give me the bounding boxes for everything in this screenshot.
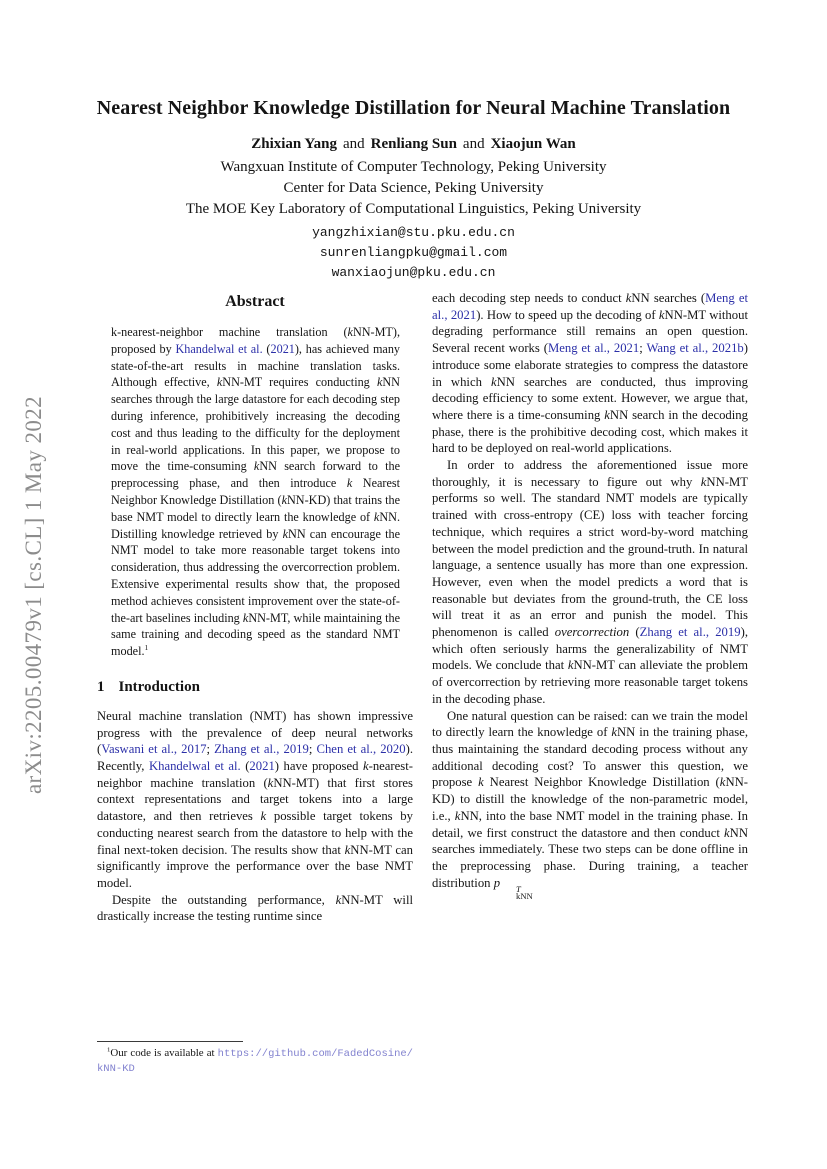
hyperlink[interactable]: https://github.com/FadedCosine/kNN-KD [97,1048,413,1075]
math-k: k [216,375,223,390]
math-k: k [611,725,618,740]
body-paragraph [97,708,413,892]
text-run: NN. Distilling knowledge retrieved by [111,509,400,541]
author-emails [0,223,827,283]
citation-link[interactable]: 2021 [270,341,295,356]
text-run: NN in the training phase, thus maintaining the standard decoding process without any additional decoding cost? To answer this question, we propose [432,725,749,790]
text-run: -nearest-neighbor machine translation ( [97,759,413,790]
text-run: One natural question can be raised: can we train the model to directly learn the knowledge of [432,708,748,740]
author-separator: and [462,136,485,152]
citation-link[interactable]: Vaswani et al., 2017 [101,742,207,757]
text-run: Nearest Neighbor Knowledge Distillation ( [483,775,720,790]
citation-link[interactable]: Zhang et al., 2019 [214,742,309,757]
text-run: NN-MT without degrading performance still remains an open question. Several recent works ( [432,307,748,356]
text-run: NN, into the base NMT model in the training phase. In detail, we first construct the datastore and then conduct [432,808,748,840]
right-column [432,290,748,901]
math-k: k [454,808,461,823]
footnote-rule [97,1041,243,1042]
paper-header [0,97,827,283]
text-run: NN-MT can significantly improve the performance over the base NMT model. [97,842,413,890]
math-k: k [242,610,249,625]
author-separator: and [342,136,365,152]
citation-link[interactable]: Meng et al., 2021 [547,341,640,356]
citation-link[interactable]: 2021 [249,759,275,774]
text-run: NN searches immediately. These two steps can be done offline in the preprocessing phase. During training, a teacher distribution [432,825,748,890]
math-k: k [658,307,665,322]
text-run: NN search in the decoding phase, there is the prohibitive decoding cost, which makes it hard to be deployed on real-world applications. [432,407,748,456]
math-k: k [567,658,574,673]
text-run: each decoding step needs to conduct [432,291,626,305]
author-name: Xiaojun Wan [490,136,576,152]
text-run: ) introduce some elaborate strategies to compress the datastore in which [432,341,748,389]
footnote-text [97,1047,413,1077]
math-k: k [625,291,632,305]
math-k: k [260,809,267,824]
author-line [0,136,827,153]
text-run: NN-MT performs so well. The standard NMT models are typically trained with cross-entropy (CE) loss with teacher forcing technique, which requires a strict word-by-word matching between the model prediction and the ground-truth. In natural language, a sentence usually has more than one expression. However, even when the model predicts a word that is reasonable but deviates from the ground-truth, the CE loss will treat it as an error and punish the model. This phenomenon is called [432,474,748,640]
affiliation-line: Wangxuan Institute of Computer Technology, Peking University [220,159,607,175]
math-k: k [490,374,497,389]
text-run: In order to address the aforementioned issue more thoroughly, it is necessary to figure out why [432,458,748,489]
math-k: k [344,842,351,857]
text-run: ; [206,742,215,757]
email-line: wanxiaojun@pku.edu.cn [331,265,496,280]
body-paragraph [432,457,748,708]
math-k: k [282,526,289,541]
text-run: ; [308,742,317,757]
text-run: ( [262,341,271,356]
footnote-marker: 1 [144,643,149,653]
math-superscript: T [516,883,521,894]
math-k: k [267,775,274,790]
text-run: Neural machine translation (NMT) has shown impressive progress with the prevalence of deep neural networks ( [97,708,413,757]
body-paragraph [432,708,748,901]
text-run: NN-MT can alleviate the problem of overcorrection by retrieving more reasonable target tokens in the decoding phase. [432,658,748,706]
paper-title: Nearest Neighbor Knowledge Distillation for Neural Machine Translation [96,97,731,119]
body-paragraph [432,290,748,457]
text-run: ). How to speed up the decoding of [476,307,659,322]
text-run: NN can encourage the NMT model to take more reasonable target tokens into consideration, thus addressing the overcorrection problem. Extensive experimental results show that, the proposed method achieves consistent improvement over the state-of-the-art baselines including [111,526,400,625]
affiliations [0,157,827,220]
math-k: k [347,325,353,339]
text-run: Our code is available at [110,1047,218,1059]
math-k: k [700,474,707,489]
citation-link[interactable]: Khandelwal et al. [148,759,241,774]
text-run: NN searches ( [631,291,706,305]
text-run: NN-MT requires conducting [222,375,377,390]
footnote-marker: 1 [107,1046,111,1054]
italic-text: overcorrection [554,625,630,640]
section-title: Introduction [118,678,200,695]
text-run: NN-MT will drastically increase the testing runtime since [97,892,413,924]
citation-link[interactable]: Khandelwal et al. [175,341,263,356]
citation-link[interactable]: Chen et al., 2020 [316,742,406,757]
math-k: k [478,775,484,790]
text-run: k-nearest-neighbor machine translation ( [111,325,348,339]
affiliation-line: The MOE Key Laboratory of Computational Linguistics, Peking University [185,201,642,217]
text-run: NN-KD) that trains the base NMT model to directly learn the knowledge of [111,492,400,524]
author-name: Zhixian Yang [251,136,337,152]
body-paragraph [97,892,413,925]
section-heading-introduction [97,679,413,696]
text-run: NN-MT, while maintaining the same training and decoding speed as the standard NMT model. [111,610,400,659]
text-run: NN-MT) that first stores context representations and target tokens into a large datastore, and then retrieves [97,775,413,824]
text-run: Despite the outstanding performance, [112,892,336,907]
math-k: k [335,892,342,907]
text-run: ( [240,759,250,774]
text-run: ), which often seriously harms the generalizability of NMT models. We conclude that [432,625,748,673]
math-k: k [281,492,287,507]
math-subscript: kNN [516,891,533,902]
footnote [97,1041,413,1077]
text-run: NN search forward to the preprocessing phase, and then introduce [111,459,400,491]
text-run: NN searches through the large datastore for each decoding step during inference, prohibitively increasing the decoding cost and thus leading to the difficulty for the deployment in real-world applications. In this paper, we propose to move the time-consuming [111,375,400,474]
abstract-text [111,324,400,660]
text-run: ( [629,625,640,640]
text-run: Nearest Neighbor Knowledge Distillation ( [111,476,400,507]
citation-link[interactable]: Wang et al., 2021b [646,341,744,356]
left-column [97,290,413,925]
abstract-heading: Abstract [225,293,285,310]
math-superscript-subscript [501,883,533,902]
author-name: Renliang Sun [370,136,457,152]
email-line: yangzhixian@stu.pku.edu.cn [312,225,515,240]
text-run: possible target tokens by conducting nearest search from the datastore to help with the final next-token decision. The results show that [97,809,413,857]
math-k: k [346,476,353,491]
text-run: ; [639,341,647,356]
text-run: NN-KD) to distill the knowledge of the non-parametric model, i.e., [432,775,748,823]
text-run: ), has achieved many state-of-the-art results in machine translation tasks. Although effective, [111,341,401,390]
text-run: NN searches are conducted, thus improving decoding efficiency to some extent. However, we argue that, where there is a time-consuming [432,374,748,422]
affiliation-line: Center for Data Science, Peking University [283,180,544,196]
citation-link[interactable]: Meng et al., 2021 [432,291,748,322]
text-run: ) have proposed [274,759,363,774]
math-k: k [362,759,369,774]
math-var: p [493,875,501,890]
arxiv-watermark: arXiv:2205.00479v1 [cs.CL] 1 May 2022 [21,395,46,795]
math-k: k [604,407,610,422]
math-k: k [376,375,383,390]
math-k: k [724,825,730,840]
math-k: k [253,459,260,474]
citation-link[interactable]: Zhang et al., 2019 [639,625,741,640]
text-run: ). Recently, [97,742,413,774]
section-number: 1 [97,678,105,695]
math-k: k [373,509,380,524]
email-line: sunrenliangpku@gmail.com [319,245,508,260]
text-run: NN-MT), proposed by [111,325,400,356]
math-k: k [719,775,726,790]
